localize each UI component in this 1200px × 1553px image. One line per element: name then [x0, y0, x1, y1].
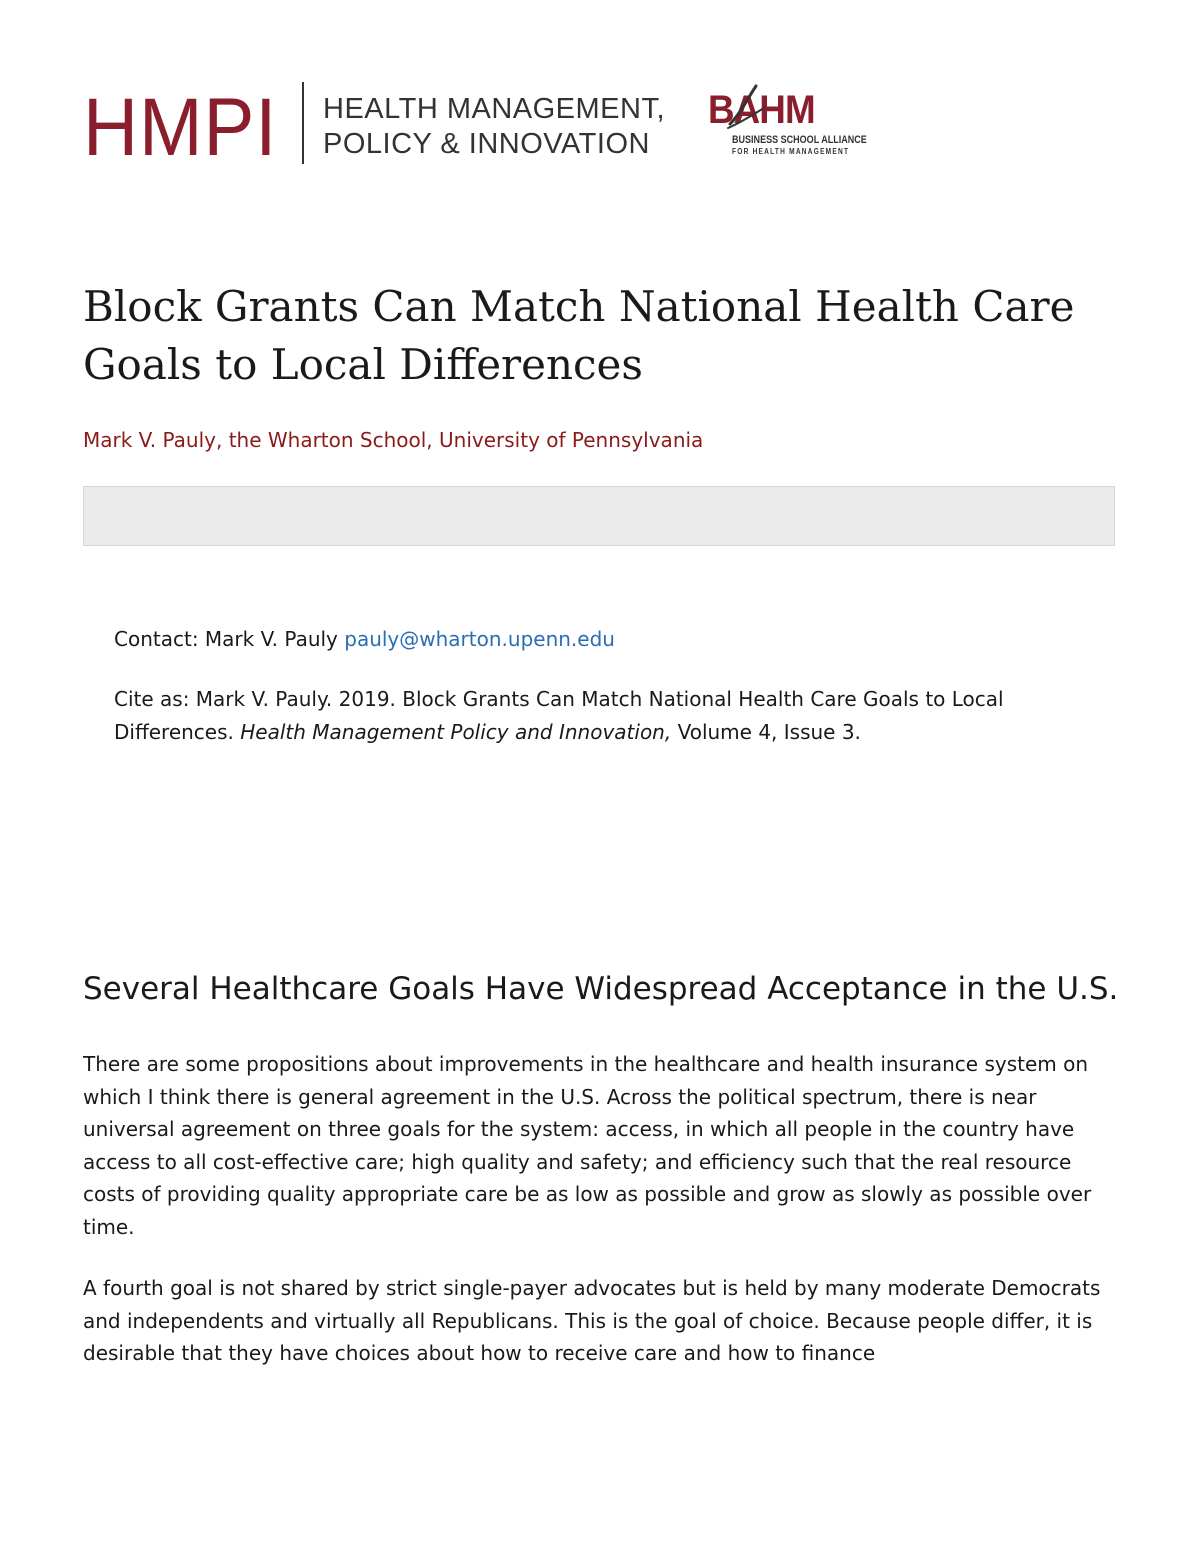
- article-title: Block Grants Can Match National Health Care Goals to Local Differences: [83, 282, 1075, 389]
- citation-journal: Health Management Policy and Innovation,: [240, 719, 672, 744]
- citation-volume: Volume 4, Issue 3.: [671, 719, 861, 744]
- section-heading: Several Healthcare Goals Have Widespread Acceptance in the U.S.: [83, 971, 1119, 1007]
- bahm-subtitle-line-2: FOR HEALTH MANAGEMENT: [732, 147, 850, 156]
- citation-text: Cite as: Mark V. Pauly. 2019. Block Grants Can Match National Health Care Goals to Local Differences.: [114, 687, 1004, 744]
- bahm-swoosh-icon: [726, 84, 766, 132]
- hmpi-logo: HMPI: [83, 82, 278, 173]
- bahm-logo-mark: BAHM: [708, 88, 815, 132]
- contact-line: [114, 623, 615, 655]
- logo-divider: [302, 82, 304, 164]
- tagline-line-1: HEALTH MANAGEMENT,: [323, 93, 666, 125]
- bahm-logo: [708, 88, 867, 160]
- contact-email-link[interactable]: pauly@wharton.upenn.edu: [344, 627, 615, 651]
- citation: [114, 683, 1114, 748]
- bahm-subtitle-line-1: BUSINESS SCHOOL ALLIANCE: [732, 134, 867, 146]
- tagline-line-2: POLICY & INNOVATION: [323, 128, 650, 160]
- journal-header: [83, 82, 883, 173]
- abstract-panel: [83, 486, 1115, 546]
- body-paragraph: A fourth goal is not shared by strict single-payer advocates but is held by many moderate Democrats and independents and virtually all Republicans. This is the goal of choice. Because people differ, it is desirable that they have choices about how to receive care and how to finance: [83, 1276, 1101, 1365]
- author-byline: Mark V. Pauly, the Wharton School, University of Pennsylvania: [83, 428, 704, 452]
- journal-tagline: [323, 92, 665, 162]
- contact-label: Contact: Mark V. Pauly: [114, 627, 345, 651]
- body-paragraph: There are some propositions about improvements in the healthcare and health insurance system on which I think there is general agreement in the U.S. Across the political spectrum, there is near universal agreement on three goals for the system: access, in which all people in the country have access to all cost-effective care; high quality and safety; and efficiency such that the real resource costs of providing quality appropriate care be as low as possible and grow as slowly as possible over time.: [83, 1052, 1092, 1239]
